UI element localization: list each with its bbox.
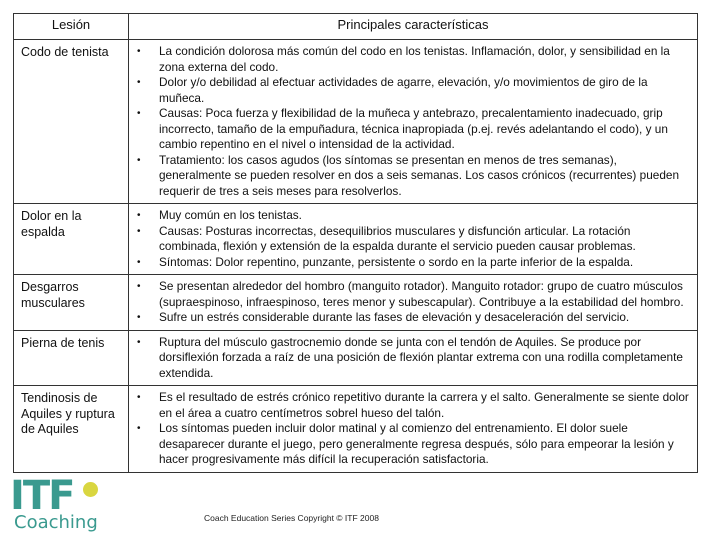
injuries-table (13, 13, 698, 473)
lesion-characteristics (129, 330, 698, 386)
list-item: • Síntomas: Dolor repentino, punzante, persistente o sordo en la parte inferior de la espalda. (129, 255, 691, 271)
lesion-characteristics (129, 40, 698, 204)
table-row (14, 386, 698, 473)
characteristics-list (129, 390, 691, 468)
logo-coaching-text: Coaching (14, 512, 98, 533)
list-item: • Causas: Poca fuerza y flexibilidad de la muñeca y antebrazo, precalentamiento inadecuado, grip incorrecto, tamaño de la empuñadura, técnica inapropiada (p.ej. revés adelantando el codo), y un cambio repentino en el nivel o intensidad de la actividad. (129, 106, 691, 153)
table-row (14, 204, 698, 275)
lesion-name: Desgarros musculares (14, 275, 129, 331)
copyright-footer: Coach Education Series Copyright © ITF 2008 (204, 513, 379, 523)
list-item: • Es el resultado de estrés crónico repetitivo durante la carrera y el salto. Generalmente se siente dolor en el área a cuatro centímetros sobrel hueso del talón. (129, 390, 691, 421)
lesion-name: Dolor en la espalda (14, 204, 129, 275)
list-item: • Tratamiento: los casos agudos (los síntomas se presentan en menos de tres semanas), generalmente se pueden resolver en dos a seis semanas. Los casos crónicos (recurrentes) pueden requerir de tres a seis meses para resolverlos. (129, 153, 691, 200)
lesion-name: Tendinosis de Aquiles y ruptura de Aquiles (14, 386, 129, 473)
characteristics-list (129, 335, 691, 382)
list-item: • Los síntomas pueden incluir dolor matinal y al comienzo del entrenamiento. El dolor suele desaparecer durante el juego, pero generalmente regresa después, sólo para empeorar la lesión y hacer progresivamente más difícil la recuperación satisfactoria. (129, 421, 691, 468)
list-item: • La condición dolorosa más común del codo en los tenistas. Inflamación, dolor, y sensibilidad en la zona externa del codo. (129, 44, 691, 75)
lesion-characteristics (129, 275, 698, 331)
lesion-characteristics (129, 204, 698, 275)
list-item: • Se presentan alrededor del hombro (manguito rotador). Manguito rotador: grupo de cuatro músculos (supraespinoso, infraespinoso, teres menor y subescapular). Contribuye a la estabilidad del hombro. (129, 279, 691, 310)
characteristics-list (129, 279, 691, 326)
list-item: • Causas: Posturas incorrectas, desequilibrios musculares y disfunción articular. La rotación combinada, flexión y extensión de la espalda durante el servicio pueden causar problemas. (129, 224, 691, 255)
list-item: • Dolor y/o debilidad al efectuar actividades de agarre, elevación, y/o movimientos de giro de la muñeca. (129, 75, 691, 106)
list-item: • Ruptura del músculo gastrocnemio donde se junta con el tendón de Aquiles. Se produce por dorsiflexión forzada a raíz de una posición de flexión plantar extrema con una rodilla completamente extendida. (129, 335, 691, 382)
list-item: • Sufre un estrés considerable durante las fases de elevación y desaceleración del servicio. (129, 310, 691, 326)
table-row (14, 330, 698, 386)
list-item: • Muy común en los tenistas. (129, 208, 691, 224)
lesion-name: Codo de tenista (14, 40, 129, 204)
characteristics-list (129, 44, 691, 199)
lesion-characteristics (129, 386, 698, 473)
header-lesion: Lesión (14, 14, 129, 40)
table-row (14, 275, 698, 331)
table-row (14, 40, 698, 204)
tennis-ball-icon (81, 480, 100, 499)
lesion-name: Pierna de tenis (14, 330, 129, 386)
logo-itf-text: ITF (10, 473, 74, 519)
table-header-row (14, 14, 698, 40)
header-caracteristicas: Principales características (129, 14, 698, 40)
characteristics-list (129, 208, 691, 270)
itf-coaching-logo (10, 473, 110, 534)
